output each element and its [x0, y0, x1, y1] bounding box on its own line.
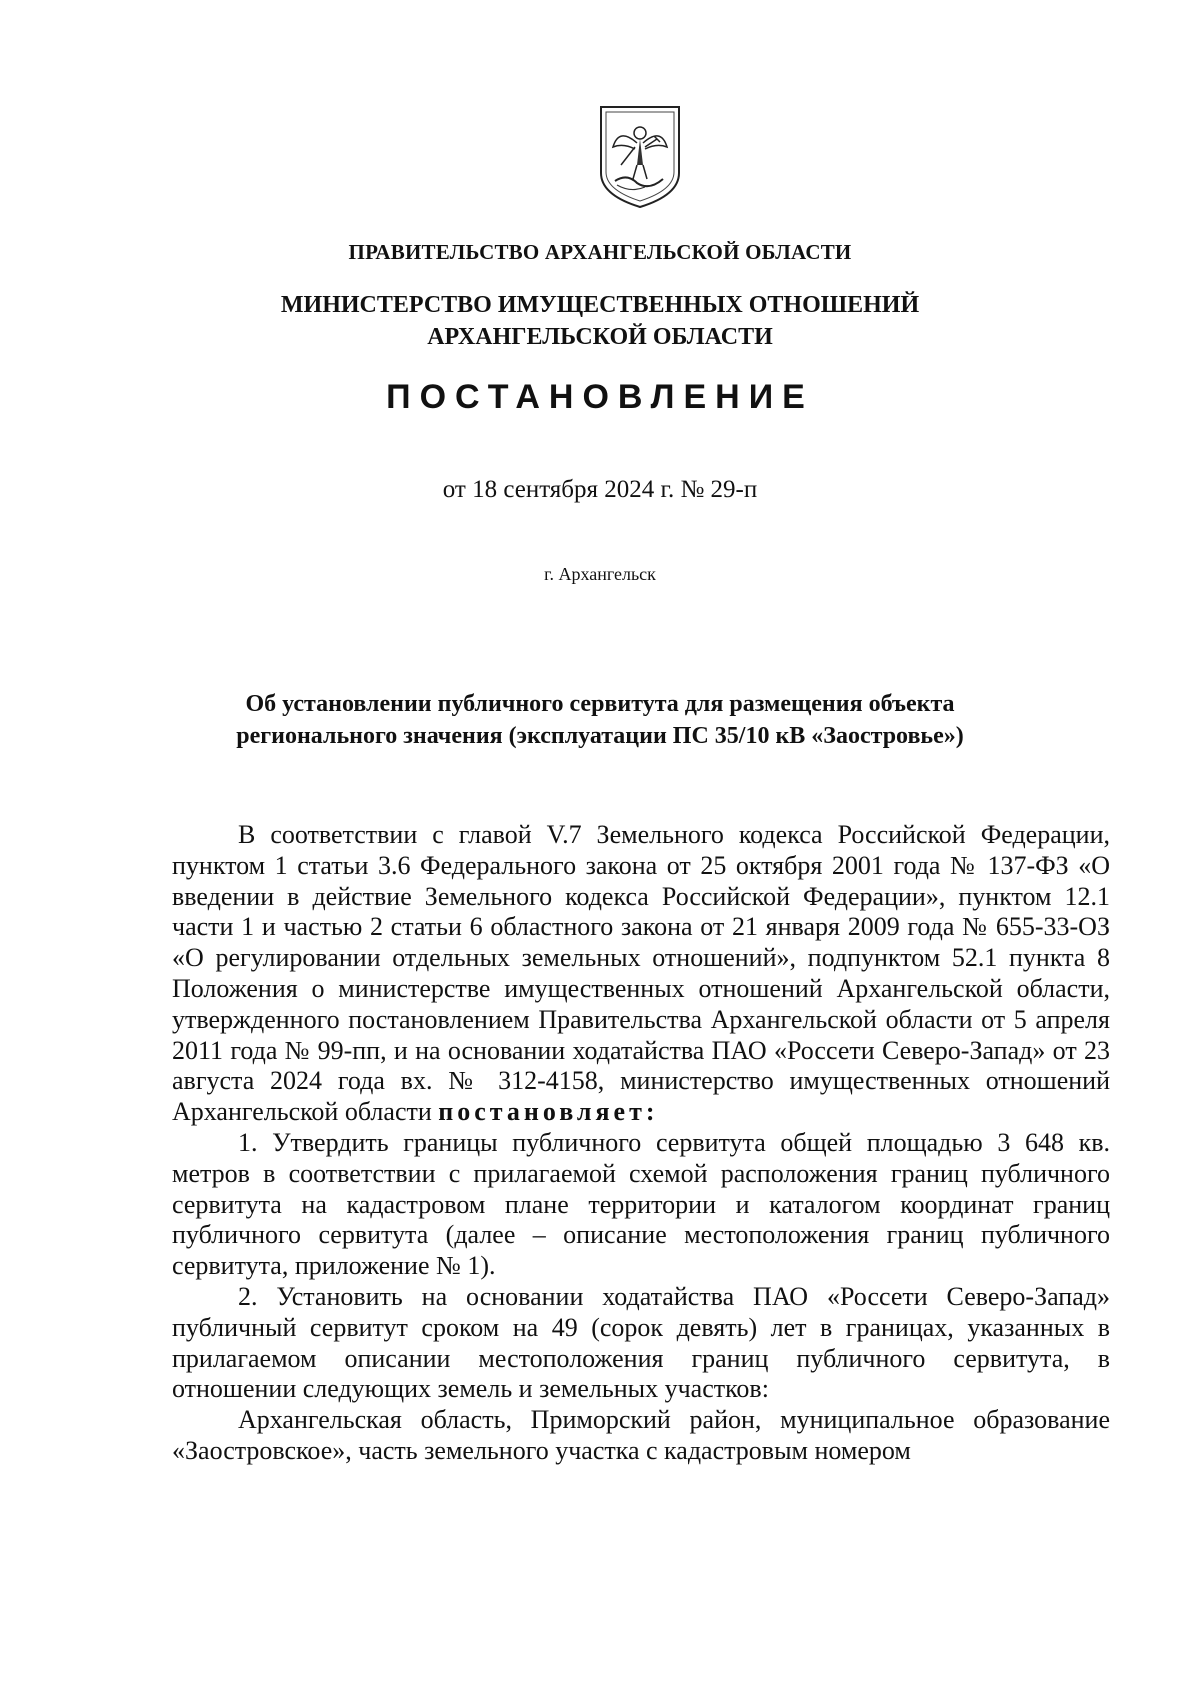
coat-of-arms-icon [597, 103, 683, 211]
resolution-keyword: постановляет: [438, 1097, 659, 1127]
document-type: ПОСТАНОВЛЕНИЕ [386, 378, 814, 416]
subject-line1: Об установлении публичного сервитута для размещения объекта [245, 691, 955, 717]
document-city: г. Архангельск [544, 564, 656, 584]
paragraph-item-2: 2. Установить на основании ходатайства ПАО «Россети Северо-Запад» публичный сервитут сроком на 49 (сорок девять) лет в границах, указанных в прилагаемом описании местоположения границ публичного сервитута, в отношении следующих земель и земельных участков: [172, 1281, 1110, 1404]
document-subject [0, 688, 1200, 752]
ministry-title-line2: АРХАНГЕЛЬСКОЙ ОБЛАСТИ [427, 324, 773, 350]
paragraph-item-1: 1. Утвердить границы публичного сервитута общей площадью 3 648 кв. метров в соответствии с прилагаемой схемой расположения границ публичного сервитута на кадастровом плане территории и каталогом координат границ публичного сервитута (далее – описание местоположения границ публичного сервитута, приложение № 1). [172, 1127, 1110, 1281]
preamble-text: В соответствии с главой V.7 Земельного кодекса Российской Федерации, пунктом 1 статьи 3.6 Федерального закона от 25 октября 2001 года № 137-ФЗ «О введении в действие Земельного кодекса Российской Федерации», пунктом 12.1 части 1 и частью 2 статьи 6 областного закона от 21 января 2009 года № 655-33-ОЗ «О регулировании отдельных земельных отношений», подпунктом 52.1 пункта 8 Положения о министерстве имущественных отношений Архангельской области, утвержденного постановлением Правительства Архангельской области от 5 апреля 2011 года № 99-пп, и на основании ходатайства ПАО «Россети Северо-Запад» от 23 августа 2024 года вх. № 312-4158, министерство имущественных отношений Архангельской области [172, 820, 1110, 1127]
ministry-title-line1: МИНИСТЕРСТВО ИМУЩЕСТВЕННЫХ ОТНОШЕНИЙ [280, 292, 920, 318]
government-title: ПРАВИТЕЛЬСТВО АРХАНГЕЛЬСКОЙ ОБЛАСТИ [348, 240, 852, 264]
paragraph-preamble [172, 820, 1110, 1128]
document-date-number: от 18 сентября 2024 г. № 29-п [442, 476, 758, 503]
ministry-title [0, 289, 1200, 353]
subject-line2: регионального значения (эксплуатации ПС 35/10 кВ «Заостровье») [236, 723, 964, 749]
paragraph-location: Архангельская область, Приморский район, муниципальное образование «Заостровское», часть земельного участка с кадастровым номером [172, 1405, 1110, 1465]
document-body [172, 820, 1110, 1467]
